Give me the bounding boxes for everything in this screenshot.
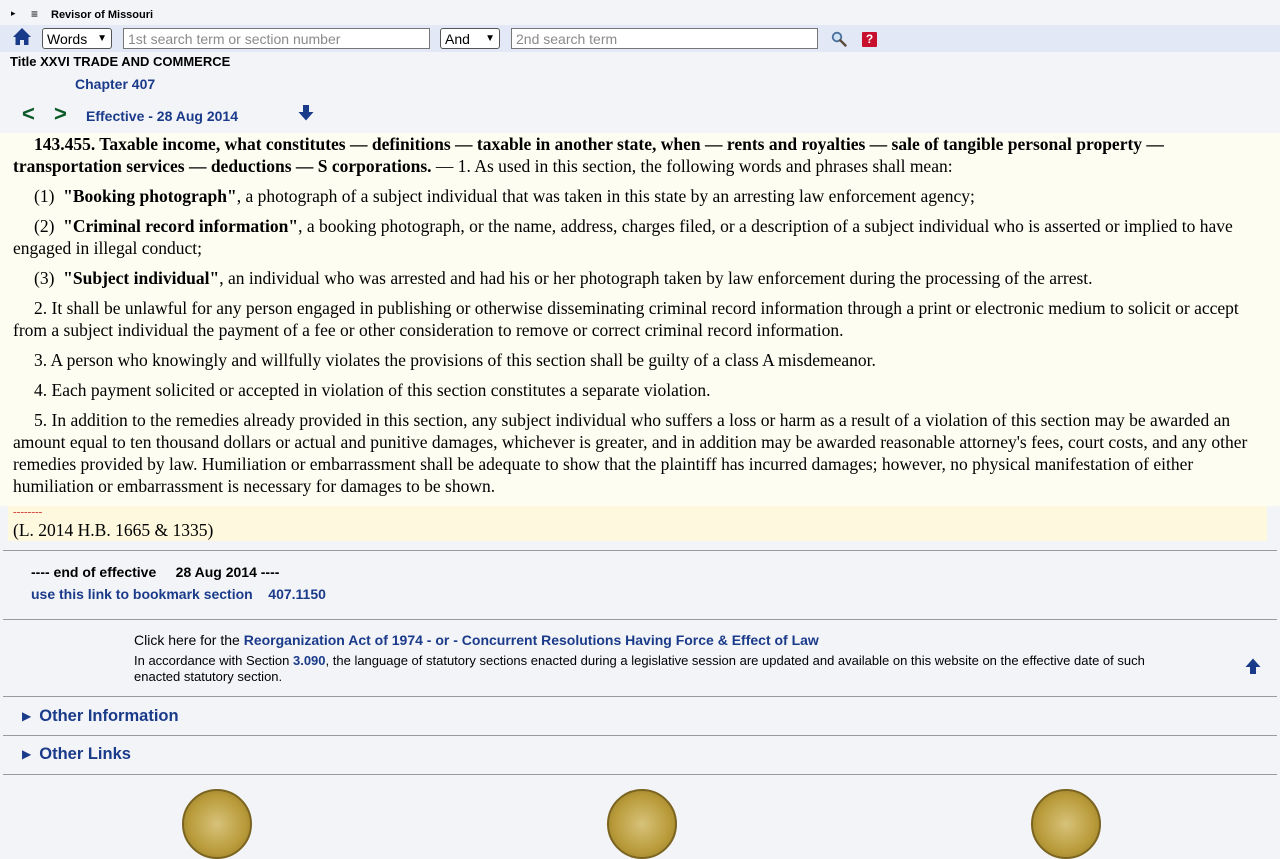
chevron-down-icon: ▼	[485, 33, 495, 44]
site-name[interactable]: Revisor of Missouri	[51, 9, 154, 21]
subsection-paragraph	[0, 379, 1280, 401]
search-mode-value: Words	[47, 30, 88, 47]
statute-text	[0, 133, 1280, 506]
definition-term: "Subject individual"	[63, 268, 220, 288]
subsection-paragraph	[0, 297, 1280, 341]
definition-number: (2)	[34, 216, 55, 236]
operator-select[interactable]	[440, 28, 500, 49]
divider	[3, 550, 1277, 551]
reorganization-note	[134, 632, 819, 648]
site-header	[0, 6, 400, 24]
statute-heading-paragraph	[0, 133, 1280, 177]
chapter-breadcrumb[interactable]: Chapter 407	[75, 76, 156, 92]
subsection-text: 5. In addition to the remedies already provided in this section, any subject individual who suffers a loss or harm as a result of a violation of this section may be awarded an amount equal to ten thousand dollars or actual and punitive damages, whichever is greater, and in addition may be awarded reasonable attorney's fees, court costs, and any other remedies provided by law. Humiliation or embarrassment shall be adequate to show that the plaintiff has incurred damages; however, no physical manifestation of either humiliation or embarrassment is necessary for damages to be shown.	[13, 410, 1248, 496]
subsection-text: 4. Each payment solicited or accepted in violation of this section constitutes a separate violation.	[34, 380, 711, 400]
section-3090-link[interactable]: 3.090	[292, 653, 326, 668]
search-mode-select[interactable]	[42, 28, 112, 49]
first-search-input[interactable]	[123, 28, 430, 49]
definition-text: , an individual who was arrested and had his or her photograph taken by law enforcement during the processing of the arrest.	[219, 268, 1093, 288]
subsection-paragraph	[0, 349, 1280, 371]
definition-number: (1)	[34, 186, 55, 206]
other-information-label[interactable]: Other Information	[39, 707, 179, 725]
divider	[3, 619, 1277, 620]
operator-value: And	[445, 30, 470, 47]
subsection-text: 3. A person who knowingly and willfully violates the provisions of this section shall be guilty of a class A misdemeanor.	[34, 350, 876, 370]
divider	[3, 735, 1277, 736]
history-box	[8, 506, 1267, 541]
definition-item	[0, 215, 1280, 259]
reorganization-act-link[interactable]: Reorganization Act of 1974 - or - Concurrent Resolutions Having Force & Effect of Law	[243, 632, 819, 648]
definition-term: "Criminal record information"	[63, 216, 299, 236]
other-links-toggle[interactable]	[22, 745, 131, 764]
bookmark-section-number[interactable]: 407.1150	[268, 586, 326, 602]
arrow-up-icon[interactable]	[1244, 657, 1262, 675]
section-heading: 143.455. Taxable income, what constitutes — definitions — taxable in another state, when — rents and royalties — sale of tangible personal property — transportation services — deductions — S corporations.	[13, 134, 1164, 176]
history-separator: --------	[13, 506, 43, 518]
section-intro: — 1. As used in this section, the following words and phrases shall mean:	[431, 156, 953, 176]
effective-date: Effective - 28 Aug 2014	[86, 108, 238, 124]
divider	[3, 696, 1277, 697]
other-information-toggle[interactable]	[22, 707, 179, 726]
end-effective-label: ---- end of effective 28 Aug 2014 ----	[31, 564, 280, 580]
arrow-down-icon[interactable]	[297, 104, 315, 122]
expand-triangle-icon: ▶	[22, 747, 32, 761]
subsection-paragraph	[0, 409, 1280, 497]
bookmark-link[interactable]	[31, 586, 326, 602]
next-section-button[interactable]: >	[54, 101, 67, 126]
definition-term: "Booking photograph"	[63, 186, 237, 206]
search-bar	[0, 25, 1280, 52]
other-links-label[interactable]: Other Links	[39, 745, 131, 763]
accordance-note	[134, 653, 1154, 685]
accordance-suffix: , the language of statutory sections enacted during a legislative session are updated and available on this website on the effective date of such enacted statutory section.	[134, 653, 1145, 684]
accordance-prefix: In accordance with Section	[134, 653, 293, 668]
menu-icon[interactable]: ≡	[31, 7, 39, 21]
click-here-prefix: Click here for the	[134, 632, 244, 648]
divider	[3, 774, 1277, 775]
subsection-text: 2. It shall be unlawful for any person engaged in publishing or otherwise disseminating criminal record information through a print or electronic medium to solicit or accept from a subject individual the payment of a fee or other consideration to remove or correct criminal record information.	[13, 298, 1239, 340]
search-icon[interactable]	[831, 31, 847, 47]
definition-item	[0, 267, 1280, 289]
bookmark-label[interactable]: use this link to bookmark section	[31, 586, 253, 602]
previous-section-button[interactable]: <	[22, 101, 35, 126]
expand-triangle-icon: ▶	[22, 709, 32, 723]
title-breadcrumb[interactable]: Title XXVI TRADE AND COMMERCE	[10, 54, 231, 69]
definition-item	[0, 185, 1280, 207]
expand-icon[interactable]: ▸	[11, 8, 16, 18]
history-note: (L. 2014 H.B. 1665 & 1335)	[13, 520, 214, 540]
help-icon[interactable]: ?	[862, 32, 877, 47]
second-search-input[interactable]	[511, 28, 818, 49]
definition-text: , a photograph of a subject individual that was taken in this state by an arresting law enforcement agency;	[236, 186, 975, 206]
definition-number: (3)	[34, 268, 55, 288]
chevron-down-icon: ▼	[97, 33, 107, 44]
definition-text: , a booking photograph, or the name, address, charges filed, or a description of a subject individual who is asserted or implied to have engaged in illegal conduct;	[13, 216, 1233, 258]
home-icon[interactable]	[12, 27, 32, 47]
